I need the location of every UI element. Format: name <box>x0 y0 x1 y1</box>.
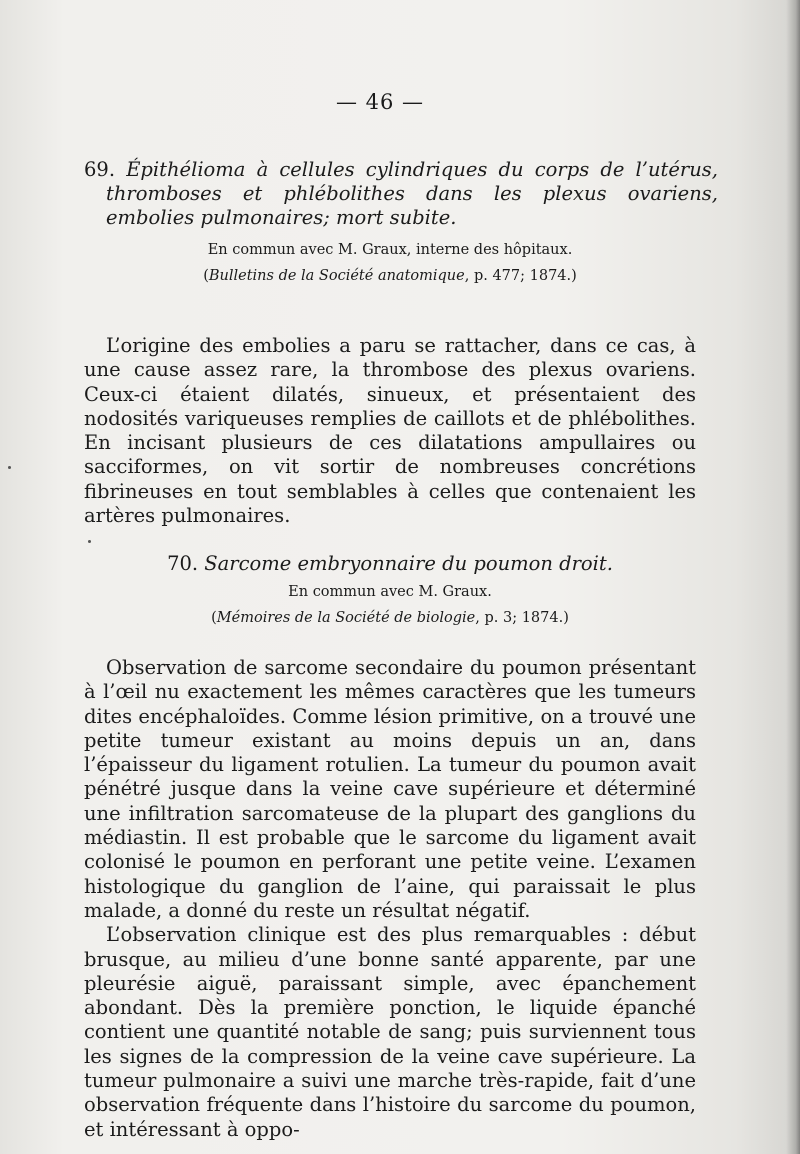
entry-69-title: Épithélioma à cellules cylindriques du corps de l’utérus, thromboses et phlébolithes dans les plexus ovariens, embolies pulmonaires; mort subite. <box>106 158 719 229</box>
entry-70-source-open: ( <box>211 610 217 626</box>
entry-70-number: 70. <box>167 552 199 575</box>
entry-70-source <box>84 606 696 630</box>
page-edge-shadow <box>786 0 800 1154</box>
margin-speck <box>8 466 11 469</box>
entry-69-body <box>84 334 696 528</box>
entry-70-source-name: Mémoires de la Société de biologie <box>216 610 476 626</box>
entry-70-paragraph-2: L’observation clinique est des plus remarquables : début brusque, au milieu d’une bonne santé apparente, par une pleurésie aiguë, paraissant simple, avec épanchement abondant. Dès la première ponction, le liquide épanché contient une quantité notable de sang; puis surviennent tous les signes de la compression de la veine cave supérieure. La tumeur pulmonaire a suivi une marche très-rapide, fait d’une observation fréquente dans l’histoire du sarcome du poumon, et intéressant à oppo- <box>84 923 696 1141</box>
entry-70-title: Sarcome embryonnaire du poumon droit. <box>204 552 613 575</box>
entry-69-number: 69. <box>84 158 116 181</box>
entry-69-paragraph: L’origine des embolies a paru se rattacher, dans ce cas, à une cause assez rare, la thrombose des plexus ovariens. Ceux-ci étaient dilatés, sinueux, et présentaient des nodosités variqueuses remplies de caillots et de phlébolithes. En incisant plusieurs de ces dilatations ampullaires ou sacciformes, on vit sortir de nombreuses concrétions fibrineuses en tout semblables à celles que contenaient les artères pulmonaires. <box>84 334 696 528</box>
margin-speck <box>88 540 91 543</box>
entry-70-body <box>84 656 696 1142</box>
entry-69-source <box>84 264 696 288</box>
page-number: — 46 — <box>335 90 425 114</box>
entry-69-heading <box>84 158 718 230</box>
entry-69-source-open: ( <box>203 268 209 284</box>
entry-69-source-rest: , p. 477; 1874.) <box>464 268 577 284</box>
entry-70-paragraph-1: Observation de sarcome secondaire du poumon présentant à l’œil nu exactement les mêmes caractères que les tumeurs dites encéphaloïdes. Comme lésion primitive, on a trouvé une petite tumeur existant au moins depuis un an, dans l’épaisseur du ligament rotulien. La tumeur du poumon avait pénétré jusque dans la veine cave supérieure et déterminé une infiltration sarcomateuse de la plupart des ganglions du médiastin. Il est probable que le sarcome du ligament avait colonisé le poumon en perforant une petite veine. L’examen histologique du ganglion de l’aine, qui paraissait le plus malade, a donné du reste un résultat négatif. <box>84 656 696 922</box>
entry-69-credit: En commun avec M. Graux, interne des hôpitaux. <box>207 242 573 258</box>
entry-70-source-rest: , p. 3; 1874.) <box>475 610 569 626</box>
entry-69-source-name: Bulletins de la Société anatomique <box>208 268 465 284</box>
entry-70-heading <box>84 552 696 576</box>
entry-70-credit: En commun avec M. Graux. <box>288 584 492 600</box>
